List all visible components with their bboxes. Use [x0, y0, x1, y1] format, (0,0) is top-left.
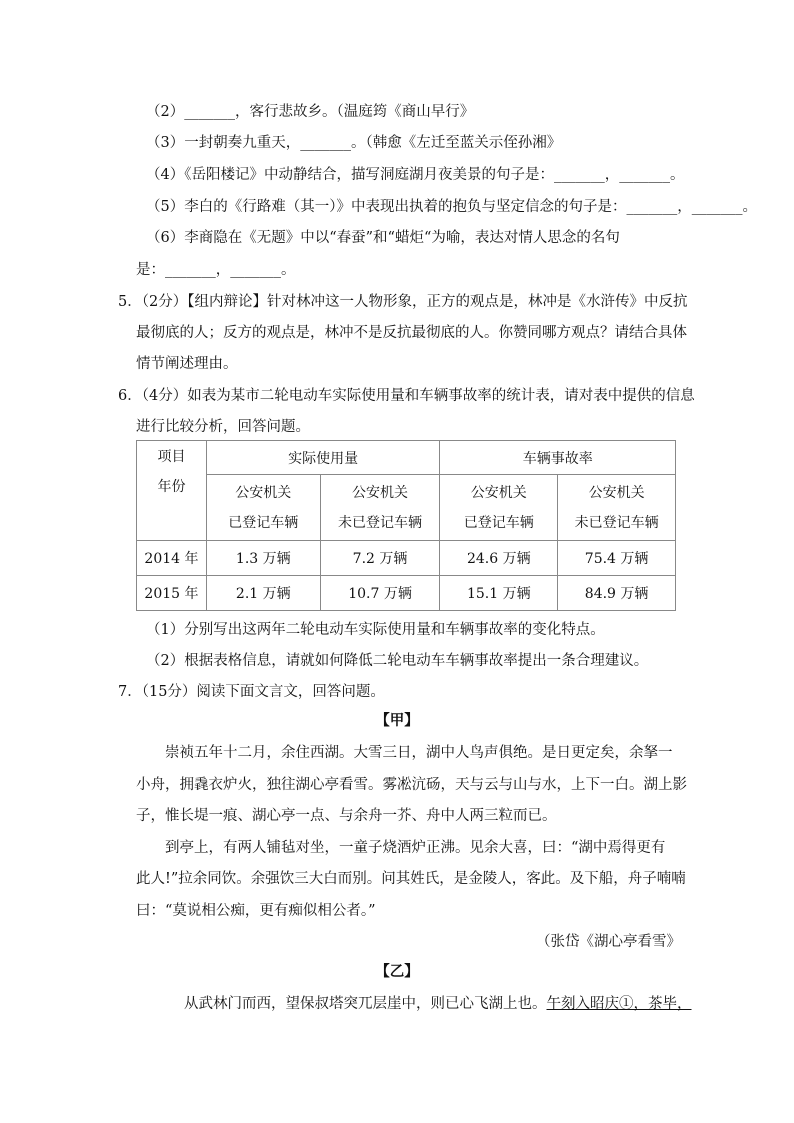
usage-unregistered-cell: 7.2 万辆 [320, 541, 440, 576]
header-accident: 车辆事故率 [440, 441, 676, 475]
header-item: 项目 [157, 449, 186, 465]
q4-item-6-line1: （6）李商隐在《无题》中以“春蚕”和“蜡炬“为喻，表达对情人思念的名句 [146, 230, 620, 246]
usage-unregistered-cell: 10.7 万辆 [320, 576, 440, 611]
header-year: 年份 [157, 479, 186, 495]
section-jia-title: 【甲】 [375, 712, 419, 729]
q5-line2: 最彻底的人；反方的观点是，林冲不是反抗最彻底的人。你赞同哪方观点？请结合具体 [136, 325, 687, 341]
jia-para1-line1: 崇祯五年十二月，余住西湖。大雪三日，湖中人鸟声俱绝。是日更定矣，余拏一 [165, 745, 673, 761]
q4-item-2: （2）_______，客行悲故乡。（温庭筠《商山早行》 [146, 104, 475, 120]
statistics-table [136, 440, 676, 611]
yi-line1 [184, 994, 692, 1014]
q5-line3: 情节阐述理由。 [136, 356, 238, 372]
q6-line2: 进行比较分析，回答问题。 [136, 419, 310, 435]
sub-accident-registered: 公安机关 已登记车辆 [440, 475, 558, 541]
yi-line1-text: 从武林门而西，望保叔塔突兀层崖中，则已心飞湖上也。 [184, 996, 547, 1012]
q4-item-3: （3）一封朝奏九重天，_______。（韩愈《左迁至蓝关示侄孙湘》 [146, 135, 562, 151]
header-item-year-cell [137, 441, 207, 541]
q4-item-4: （4）《岳阳楼记》中动静结合，描写洞庭湖月夜美景的句子是：_______，_______。 [146, 167, 685, 183]
q4-item-6-line2: 是：_______，_______。 [136, 262, 296, 278]
q6-line1: 6．（4分）如表为某市二轮电动车实际使用量和车辆事故率的统计表，请对表中提供的信息 [118, 388, 695, 404]
jia-para2-line2: 此人!”拉余同饮。余强饮三大白而别。问其姓氏，是金陵人，客此。及下船，舟子喃喃 [136, 871, 686, 887]
usage-registered-cell: 1.3 万辆 [206, 541, 320, 576]
jia-para2-line3: 曰：“莫说相公痴，更有痴似相公者。” [136, 903, 376, 919]
accident-registered-cell: 15.1 万辆 [440, 576, 558, 611]
table-row [137, 541, 676, 576]
q6-sub-2: （2）根据表格信息，请就如何降低二轮电动车车辆事故率提出一条合理建议。 [146, 653, 649, 669]
jia-para1-line2: 小舟，拥毳衣炉火，独往湖心亭看雪。雾凇沆砀，天与云与山与水，上下一白。湖上影 [136, 777, 687, 793]
sub-usage-unregistered: 公安机关 未已登记车辆 [320, 475, 440, 541]
jia-para2-line1: 到亭上，有两人铺毡对坐，一童子烧酒炉正沸。见余大喜，曰：“湖中焉得更有 [165, 840, 666, 856]
footnote-marker: ① [619, 996, 634, 1012]
yi-line1-underlined: 午刻入昭庆 [546, 996, 619, 1012]
sub-accident-unregistered: 公安机关 未已登记车辆 [558, 475, 676, 541]
jia-para1-line3: 子，惟长堤一痕、湖心亭一点、与余舟一芥、舟中人两三粒而已。 [136, 808, 557, 824]
q7-prompt: 7．（15分）阅读下面文言文，回答问题。 [118, 684, 385, 700]
sub-usage-registered: 公安机关 已登记车辆 [206, 475, 320, 541]
table-row [137, 576, 676, 611]
usage-registered-cell: 2.1 万辆 [206, 576, 320, 611]
jia-source: （张岱《湖心亭看雪》 [536, 934, 681, 950]
header-usage: 实际使用量 [206, 441, 440, 475]
q5-line1: 5．（2分）【组内辩论】针对林冲这一人物形象，正方的观点是，林冲是《水浒传》中反抗 [118, 294, 688, 310]
q6-sub-1: （1）分别写出这两年二轮电动车实际使用量和车辆事故率的变化特点。 [146, 622, 605, 638]
accident-registered-cell: 24.6 万辆 [440, 541, 558, 576]
year-cell: 2015 年 [137, 576, 207, 611]
accident-unregistered-cell: 75.4 万辆 [558, 541, 676, 576]
q4-item-5: （5）李白的《行路难（其一）》中表现出执着的抱负与坚定信念的句子是：_______，_______。 [146, 199, 757, 215]
accident-unregistered-cell: 84.9 万辆 [558, 576, 676, 611]
section-yi-title: 【乙】 [375, 963, 419, 980]
yi-line1-underlined-end: ，茶毕， [633, 996, 692, 1012]
year-cell: 2014 年 [137, 541, 207, 576]
